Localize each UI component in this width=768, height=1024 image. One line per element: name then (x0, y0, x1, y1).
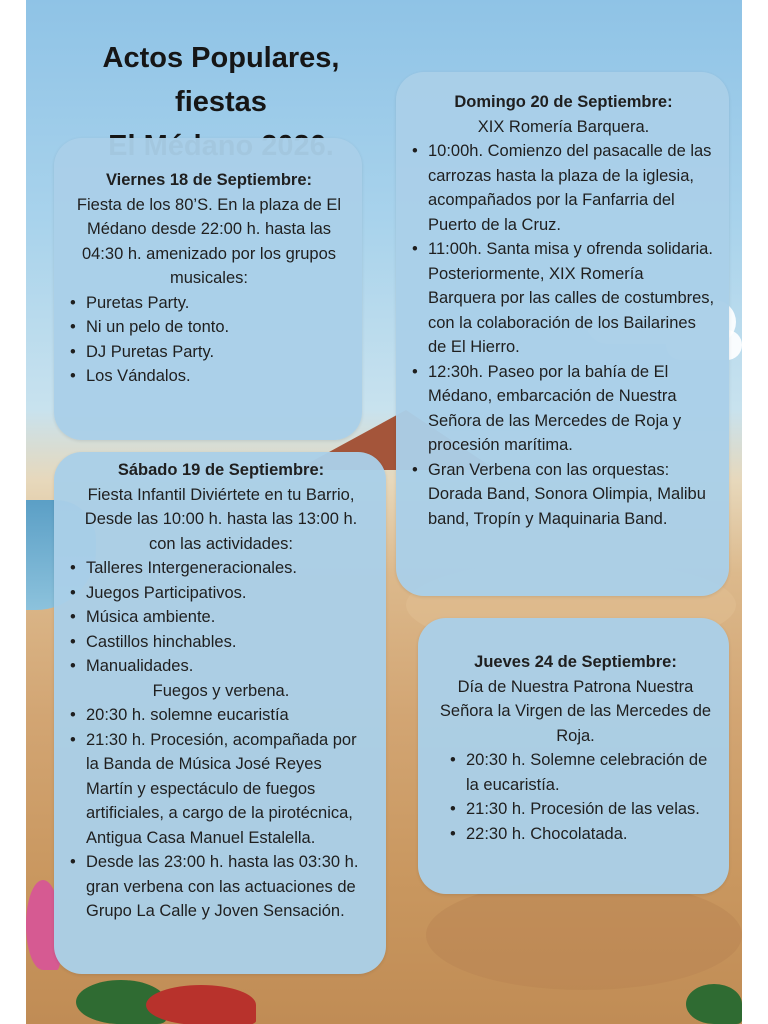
sunday-list (412, 139, 715, 531)
saturday-heading: Sábado 19 de Septiembre: (117, 461, 325, 479)
list-item: • 21:30 h. Procesión, acompañada por la Banda de Música José Reyes Martín y espectáculo de fuegos artificiales, a cargo de la pirotécnica, Antigua Casa Manuel Estalella. (70, 728, 372, 851)
friday-card (54, 138, 362, 440)
list-item: • DJ Puretas Party. (70, 340, 348, 365)
leaf-illustration (146, 985, 256, 1024)
list-item: • Ni un pelo de tonto. (70, 315, 348, 340)
friday-heading: Viernes 18 de Septiembre: (105, 171, 313, 189)
list-item: • Juegos Participativos. (70, 581, 372, 606)
sunday-card (396, 72, 729, 596)
thursday-intro: Día de Nuestra Patrona Nuestra Señora la Virgen de las Mercedes de Roja. (439, 677, 712, 745)
list-item: • Gran Verbena con las orquestas: Dorada Band, Sonora Olimpia, Malibu band, Tropín y Maquinaria Band. (412, 458, 715, 532)
list-item: • 21:30 h. Procesión de las velas. (450, 797, 715, 822)
thursday-list (450, 748, 715, 846)
list-item: • 10:00h. Comienzo del pasacalle de las carrozas hasta la plaza de la iglesia, acompañados por la Fanfarria del Puerto de la Cruz. (412, 139, 715, 237)
leaf-illustration (686, 984, 742, 1024)
list-item: • Desde las 23:00 h. hasta las 03:30 h. gran verbena con las actuaciones de Grupo La Calle y Joven Sensación. (70, 850, 372, 924)
thursday-card (418, 618, 729, 894)
list-item: • Manualidades. (70, 654, 372, 679)
list-item: • Los Vándalos. (70, 364, 348, 389)
poster (26, 0, 742, 1024)
sunday-intro: XIX Romería Barquera. (477, 117, 650, 136)
list-item: • Castillos hinchables. (70, 630, 372, 655)
list-item: • 12:30h. Paseo por la bahía de El Médano, embarcación de Nuestra Señora de las Mercedes de Roja y procesión marítima. (412, 360, 715, 458)
list-item: • 22:30 h. Chocolatada. (450, 822, 715, 847)
saturday-card (54, 452, 386, 974)
list-item: • 11:00h. Santa misa y ofrenda solidaria. Posteriormente, XIX Romería Barquera por las calles de costumbres, con la colaboración de los Bailarines de El Hierro. (412, 237, 715, 360)
list-item: • Música ambiente. (70, 605, 372, 630)
dune-illustration (426, 880, 742, 990)
list-item: • 20:30 h. Solemne celebración de la eucaristía. (450, 748, 715, 797)
list-item: • Talleres Intergeneracionales. (70, 556, 372, 581)
friday-intro: Fiesta de los 80’S. En la plaza de El Médano desde 22:00 h. hasta las 04:30 h. amenizado por los grupos musicales: (76, 195, 342, 287)
saturday-intro: Fiesta Infantil Diviértete en tu Barrio, Desde las 10:00 h. hasta las 13:00 h. con las actividades: (84, 485, 358, 553)
friday-list (70, 291, 348, 389)
saturday-list (70, 556, 372, 679)
saturday-list-2 (70, 703, 372, 924)
thursday-heading: Jueves 24 de Septiembre: (474, 653, 677, 671)
list-item: • 20:30 h. solemne eucaristía (70, 703, 372, 728)
title-line: Actos Populares, fiestas (102, 42, 340, 118)
sunday-heading: Domingo 20 de Septiembre: (454, 93, 673, 111)
list-item: • Puretas Party. (70, 291, 348, 316)
saturday-subheading: Fuegos y verbena. (152, 681, 290, 700)
